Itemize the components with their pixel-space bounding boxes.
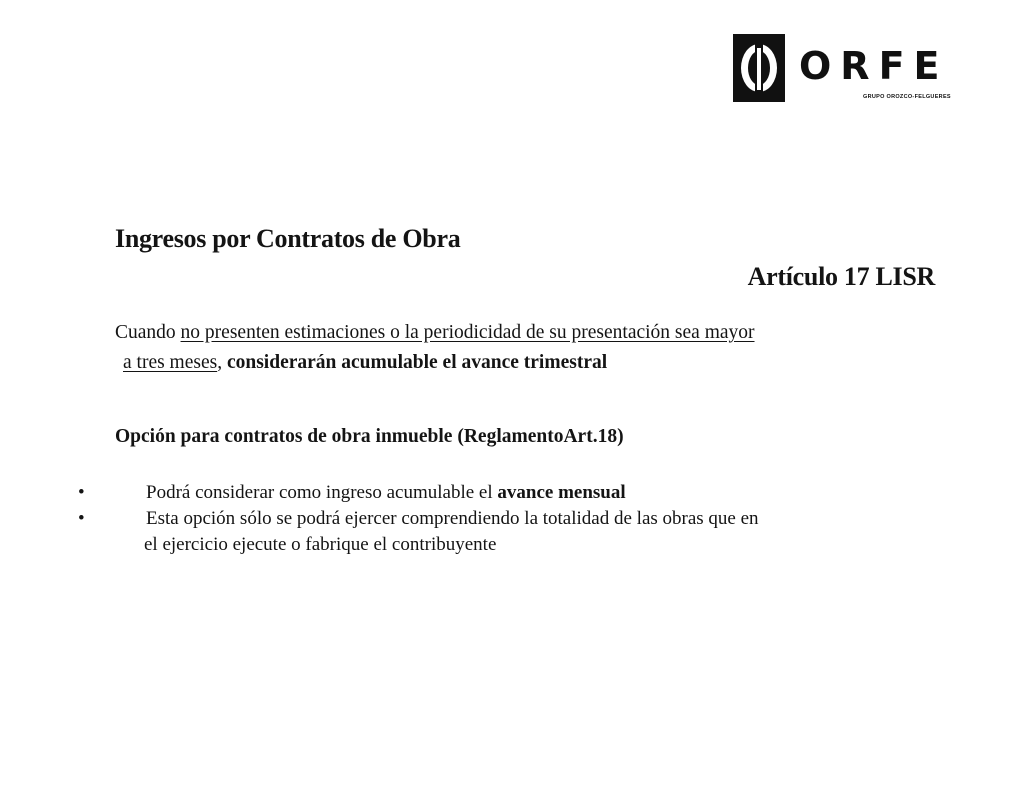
bullet-marker: • (78, 482, 85, 503)
main-paragraph (115, 318, 915, 378)
option-title: Opción para contratos de obra inmueble (ReglamentoArt.18) (115, 426, 624, 447)
paragraph-intro: Cuando (115, 322, 181, 343)
logo-wordmark: ORFE (799, 44, 949, 88)
list-item (78, 480, 918, 506)
slide-title: Ingresos por Contratos de Obra (115, 224, 461, 253)
list-item (78, 506, 918, 558)
paragraph-period: a tres meses (123, 352, 218, 373)
bullet-text: Esta opción sólo se podrá ejercer comprendiendo la totalidad de las obras que en (146, 508, 759, 529)
bullet-marker: • (78, 508, 85, 529)
bullet-list (78, 480, 918, 558)
bullet-text: Podrá considerar como ingreso acumulable el (146, 482, 498, 503)
paragraph-line-2 (115, 348, 915, 378)
company-logo (733, 34, 951, 106)
paragraph-conclusion: considerarán acumulable el avance trimestral (226, 352, 608, 373)
article-reference: Artículo 17 LISR (747, 262, 935, 291)
phi-seal-icon (733, 34, 785, 102)
logo-subtitle: GRUPO OROZCO-FELGUERES (863, 94, 951, 100)
paragraph-separator: , (217, 352, 227, 373)
paragraph-condition: no presenten estimaciones o la periodicidad de su presentación sea mayor (180, 322, 755, 343)
bullet-emphasis: avance mensual (497, 482, 626, 503)
bullet-continuation: el ejercicio ejecute o fabrique el contribuyente (144, 534, 497, 555)
